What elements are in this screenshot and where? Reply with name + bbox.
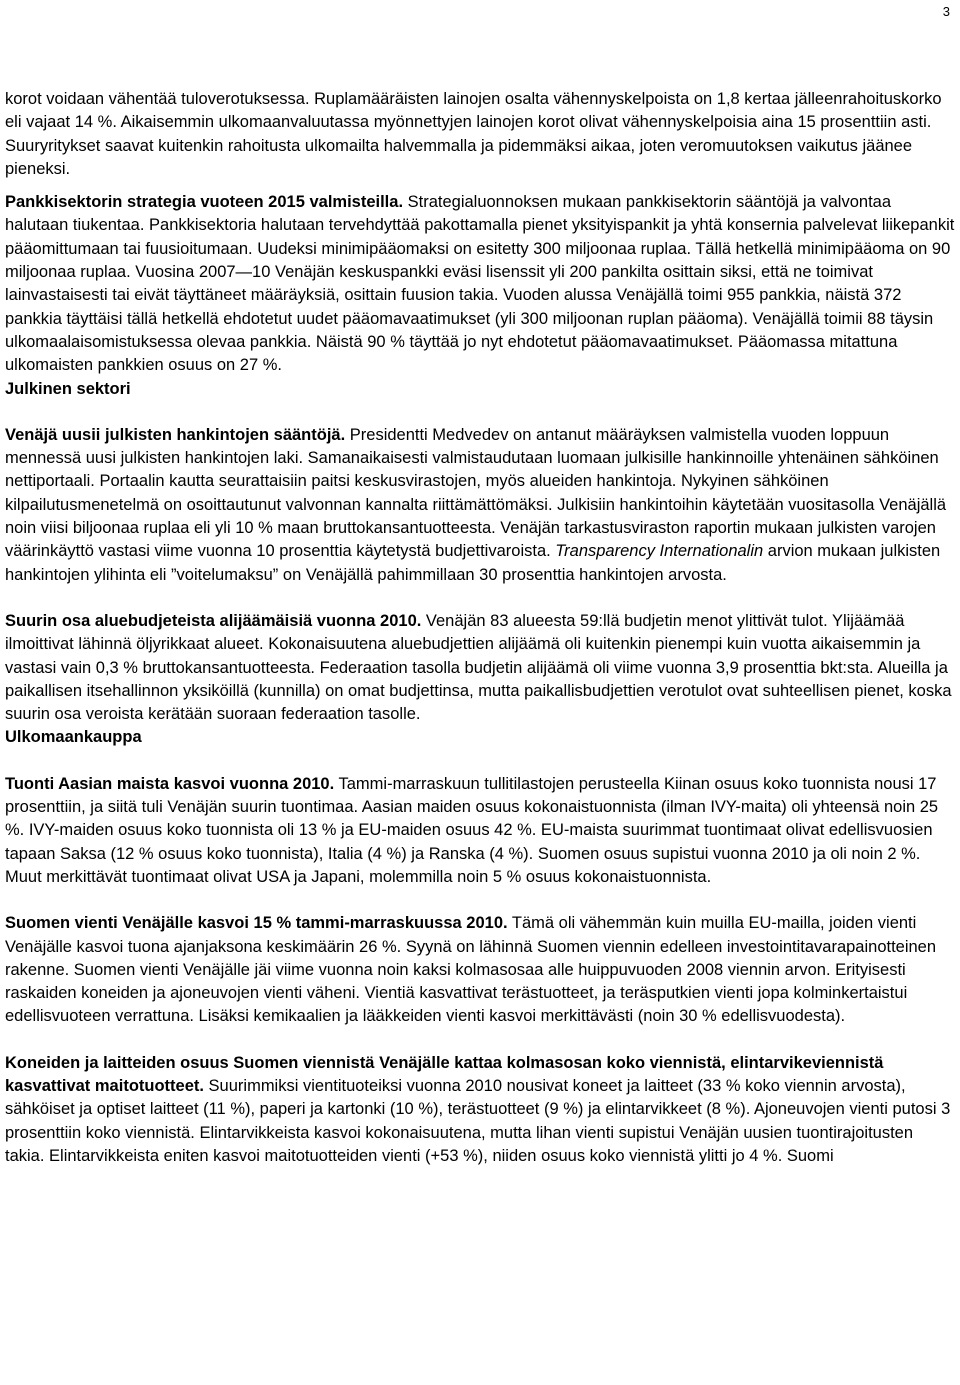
paragraph-lead: Tuonti Aasian maista kasvoi vuonna 2010. (5, 774, 335, 793)
paragraph-text: Suurimmiksi vientituoteiksi vuonna 2010 nousivat koneet ja laitteet (33 % koko viennin arvosta), sähköiset ja optiset laitteet (11 %), paperi ja kartonki (10 %), terästuotteet (9 %) ja elintarvikkeet (8 %). Ajoneuvojen vienti putosi 3 prosenttiin koko viennistä. Elintarvikkeista kasvoi kokonaisuutena, mutta lihan vienti supistui Venäjän uusien tuontirajoitusten takia. Elintarvikkeista eniten kasvoi maitotuotteiden vienti (+53 %), niiden osuus koko viennistä ylitti jo 4 %. Suomi (5, 1076, 951, 1165)
paragraph-italic-term: Transparency Internationalin (555, 542, 764, 561)
paragraph-asian-imports (5, 773, 957, 889)
paragraph-lead: Koneiden ja laitteiden osuus Suomen viennistä Venäjälle kattaa kolmasosan koko viennistä, elintarvikeviennistä kasvattivat maitotuotteet. (5, 1053, 884, 1095)
paragraph-banking-strategy (5, 191, 957, 377)
paragraph-lead: Suurin osa aluebudjeteista alijäämäisiä vuonna 2010. (5, 611, 422, 630)
paragraph-text: korot voidaan vähentää tuloverotuksessa. Ruplamääräisten lainojen osalta vähennyskelpoista on 1,8 kertaa jälleenrahoituskorko eli vajaat 14 %. Aikaisemmin ulkomaanvaluutassa myönnettyjen lainojen korot olivat vähennyskelpoisia aina 15 prosenttiin asti. Suuryritykset saavat kuitenkin rahoitusta ulkomailta halvemmalla ja pidemmäksi aikaa, joten veromuutoksen vaikutus jäänee pieneksi. (5, 90, 942, 178)
paragraph-text: Presidentti Medvedev on antanut määräyksen valmistella vuoden loppuun mennessä uusi julkisten hankintojen laki. Samanaikaisesti valmistaudutaan luomaan julkisille hankinnoille yhtenäinen sähköinen nettiportaali. Portaalin kautta seurattaisiin paitsi keskusvirastojen, myös alueiden hankintoja. Nykyinen sähköinen kilpailutusmenetelmä on osoittautunut valvonnan kannalta riittämättömäksi. Julkisiin hankintoihin käytetään vuositasolla Venäjällä noin viisi biljoonaa ruplaa eli yli 10 % maan bruttokansantuotteesta. Venäjän tarkastusviraston raportin mukaan julkisten varojen väärinkäyttö vastasi viime vuonna 10 prosenttia käytetystä budjettivaroista. (5, 425, 947, 561)
section-heading-public-sector: Julkinen sektori (5, 379, 131, 398)
paragraph-text: Venäjän 83 alueesta 59:llä budjetin menot ylittivät tulot. Ylijäämää ilmoittivat lähinnä öljyrikkaat alueet. Kokonaisuutena aluebudjettien alijäämä oli kuitenkin pienempi kuin vuotta aikaisemmin ja vastasi vain 0,3 % bruttokansantuotteesta. Federaation tasolla budjetin alijäämä oli viime vuonna 3,9 prosenttia bkt:sta. Alueilla ja paikallisen itsehallinnon yksiköillä (kunnilla) on omat budjettinsa, mutta paikallisbudjettien verotulot ovat suhteellisen pienet, koska suurin osa veroista kerätään suoraan federaation tasolle. (5, 611, 952, 724)
paragraph-lead: Pankkisektorin strategia vuoteen 2015 valmisteilla. (5, 193, 404, 212)
paragraph-public-procurement (5, 424, 957, 587)
paragraph-tax-deduction (5, 88, 957, 181)
paragraph-text: arvion mukaan julkisten hankintojen ylihinta eli ”voitelumaksu” on Venäjällä pahimmillaan 30 prosenttia hankintojen arvosta. (5, 542, 941, 584)
paragraph-text: Tammi-marraskuun tullitilastojen perusteella Kiinan osuus koko tuonnista nousi 17 prosenttiin, ja siitä tuli Venäjän suurin tuontimaa. Aasian maiden osuus kokonaistuonnista (ilman IVY-maita) oli yhteensä noin 25 %. IVY-maiden osuus koko tuonnista oli 13 % ja EU-maiden osuus 42 %. EU-maista suurimmat tuontimaat olivat edellisvuosien tapaan Saksa (12 % osuus koko tuonnista), Italia (4 %) ja Ranska (4 %). Suomen osuus supistui vuonna 2010 ja oli noin 2 %. Muut merkittävät tuontimaat olivat USA ja Japani, molemmilla noin 5 % osuus kokonaistuonnista. (5, 774, 939, 886)
paragraph-finnish-exports (5, 912, 957, 1028)
document-body (5, 88, 957, 1168)
paragraph-lead: Venäjä uusii julkisten hankintojen sääntöjä. (5, 425, 346, 444)
paragraph-lead: Suomen vienti Venäjälle kasvoi 15 % tammi-marraskuussa 2010. (5, 914, 508, 933)
section-heading-foreign-trade: Ulkomaankauppa (5, 728, 142, 747)
paragraph-text: Strategialuonnoksen mukaan pankkisektorin sääntöjä ja valvontaa halutaan tiukentaa. Pankkisektoria halutaan tervehdyttää pakottamalla pienet yksityispankit ja yhtä konsernia palvelevat liikepankit pääomittumaan tai fuusioitumaan. Uudeksi minimipääomaksi on esitetty 300 miljoonaa ruplaa. Tällä hetkellä minimipääoma on 90 miljoonaa ruplaa. Vuosina 2007—10 Venäjän keskuspankki eväsi lisenssit yli 200 pankilta osittain siksi, että ne toimivat lainvastaisesti tai eivät täyttäneet määräyksiä, osittain fuusion takia. Vuoden alussa Venäjällä toimi 955 pankkia, näistä 372 pankkia täyttäisi tällä hetkellä ehdotetut uudet pääomavaatimukset (yli 300 miljoonan ruplan pääoma). Venäjällä toimii 88 täysin ulkomaalaisomistuksessa olevaa pankkia. Näistä 90 % täyttää jo nyt ehdotetut pääomavaatimukset. Pääomassa mitattuna ulkomaisten pankkien osuus on 27 %. (5, 193, 955, 375)
page-number: 3 (942, 4, 950, 19)
paragraph-regional-budgets (5, 610, 957, 726)
paragraph-text: Tämä oli vähemmän kuin muilla EU-mailla, joiden vienti Venäjälle kasvoi tuona ajanjaksona keskimäärin 26 %. Syynä on lähinnä Suomen viennin edelleen investointitavarapainotteinen rakenne. Suomen vienti Venäjälle jäi viime vuonna noin kaksi kolmasosaa alle huippuvuoden 2008 viennin arvon. Erityisesti raskaiden koneiden ja ajoneuvojen vienti väheni. Vientiä kasvattivat terästuotteet, ja teräsputkien vienti jopa kolminkertaistui edellisvuoteen verrattuna. Lisäksi kemikaalien ja lääkkeiden vienti kasvoi merkittävästi (noin 30 % edellisvuodesta). (5, 914, 937, 1026)
paragraph-machinery-exports (5, 1052, 957, 1168)
